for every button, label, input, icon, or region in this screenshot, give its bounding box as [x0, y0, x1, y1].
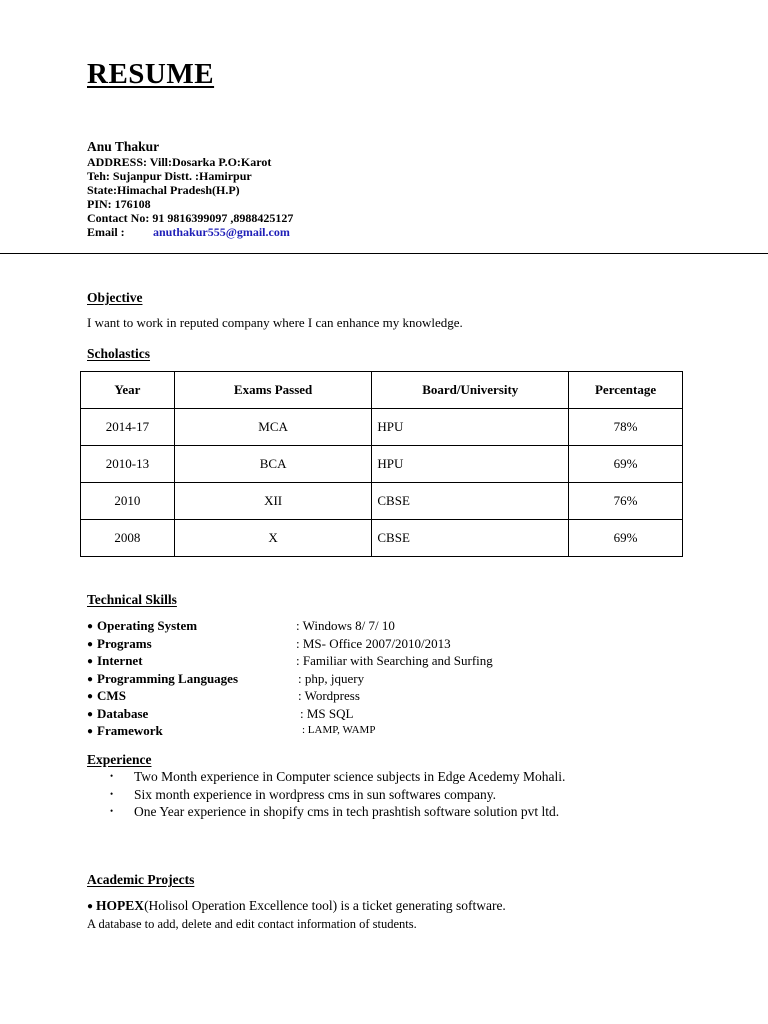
bullet-icon: •: [110, 789, 114, 799]
cell-exam: X: [174, 520, 372, 557]
column-header-year: Year: [81, 372, 175, 409]
list-item: [110, 787, 496, 803]
bullet-icon: ●: [87, 639, 94, 650]
skill-label: [87, 706, 148, 722]
project-name: HOPEX: [96, 898, 145, 913]
skill-label-text: Database: [97, 706, 149, 721]
column-header-board: Board/University: [372, 372, 569, 409]
experience-text: Six month experience in wordpress cms in sun softwares company.: [134, 787, 497, 802]
cell-percentage: 69%: [569, 520, 683, 557]
skill-value: : MS- Office 2007/2010/2013: [296, 636, 451, 651]
skill-value: : LAMP, WAMP: [302, 724, 376, 736]
skill-label-text: CMS: [97, 688, 126, 703]
list-item: [110, 769, 565, 785]
project-description: (Holisol Operation Excellence tool) is a ticket generating software.: [144, 898, 506, 913]
experience-heading: Experience: [87, 752, 152, 767]
cell-board: CBSE: [372, 483, 569, 520]
objective-heading: Objective: [87, 290, 143, 305]
resume-title: RESUME: [87, 58, 215, 90]
skill-value: : MS SQL: [300, 706, 354, 721]
cell-board: CBSE: [372, 520, 569, 557]
address-line: ADDRESS: Vill:Dosarka P.O:Karot: [87, 155, 272, 169]
bullet-icon: •: [110, 771, 114, 781]
bullet-icon: ●: [87, 691, 94, 702]
skill-value: : Familiar with Searching and Surfing: [296, 653, 493, 668]
skill-label-text: Operating System: [97, 618, 198, 633]
skill-label-text: Internet: [97, 653, 143, 668]
address-line: State:Himachal Pradesh(H.P): [87, 183, 240, 197]
skill-label: [87, 636, 152, 652]
bullet-icon: ●: [87, 901, 94, 912]
bullet-icon: ●: [87, 674, 94, 685]
objective-text: I want to work in reputed company where I can enhance my knowledge.: [87, 315, 463, 330]
skill-label: [87, 688, 126, 704]
cell-year: 2010-13: [81, 446, 175, 483]
scholastics-table: [80, 371, 683, 557]
skill-value: : Windows 8/ 7/ 10: [296, 618, 395, 633]
bullet-icon: ●: [87, 726, 94, 737]
cell-percentage: 76%: [569, 483, 683, 520]
cell-year: 2014-17: [81, 409, 175, 446]
project-detail: A database to add, delete and edit contact information of students.: [87, 917, 417, 931]
table-row: [81, 409, 683, 446]
list-item: [110, 804, 559, 820]
cell-year: 2008: [81, 520, 175, 557]
technical-skills-heading: Technical Skills: [87, 592, 177, 607]
scholastics-heading: Scholastics: [87, 346, 151, 361]
cell-year: 2010: [81, 483, 175, 520]
pin-line: PIN: 176108: [87, 197, 151, 211]
bullet-icon: ●: [87, 656, 94, 667]
bullet-icon: ●: [87, 709, 94, 720]
header-divider: [0, 253, 768, 254]
cell-exam: MCA: [174, 409, 372, 446]
skill-label-text: Programming Languages: [97, 671, 239, 686]
experience-text: Two Month experience in Computer science subjects in Edge Acedemy Mohali.: [134, 769, 566, 784]
academic-projects-heading: Academic Projects: [87, 872, 195, 887]
skill-label: [87, 618, 197, 634]
cell-exam: XII: [174, 483, 372, 520]
bullet-icon: •: [110, 806, 114, 816]
table-row: [81, 483, 683, 520]
address-line: Teh: Sujanpur Distt. :Hamirpur: [87, 169, 252, 183]
contact-line: Contact No: 91 9816399097 ,8988425127: [87, 211, 294, 225]
skill-value: : php, jquery: [298, 671, 365, 686]
skill-label: [87, 671, 238, 687]
column-header-exams: Exams Passed: [174, 372, 372, 409]
bullet-icon: ●: [87, 621, 94, 632]
cell-board: HPU: [372, 446, 569, 483]
skill-label: [87, 653, 143, 669]
skill-value: : Wordpress: [298, 688, 360, 703]
email-label: Email :: [87, 225, 125, 239]
table-row: [81, 446, 683, 483]
table-header-row: [81, 372, 683, 409]
project-item: [87, 898, 506, 914]
candidate-name: Anu Thakur: [87, 139, 160, 154]
column-header-percentage: Percentage: [569, 372, 683, 409]
email-link[interactable]: anuthakur555@gmail.com: [153, 225, 290, 239]
cell-exam: BCA: [174, 446, 372, 483]
skill-label: [87, 723, 163, 739]
cell-percentage: 78%: [569, 409, 683, 446]
skill-label-text: Programs: [97, 636, 152, 651]
experience-text: One Year experience in shopify cms in tech prashtish software solution pvt ltd.: [134, 804, 560, 819]
cell-percentage: 69%: [569, 446, 683, 483]
skill-label-text: Framework: [97, 723, 163, 738]
table-row: [81, 520, 683, 557]
cell-board: HPU: [372, 409, 569, 446]
